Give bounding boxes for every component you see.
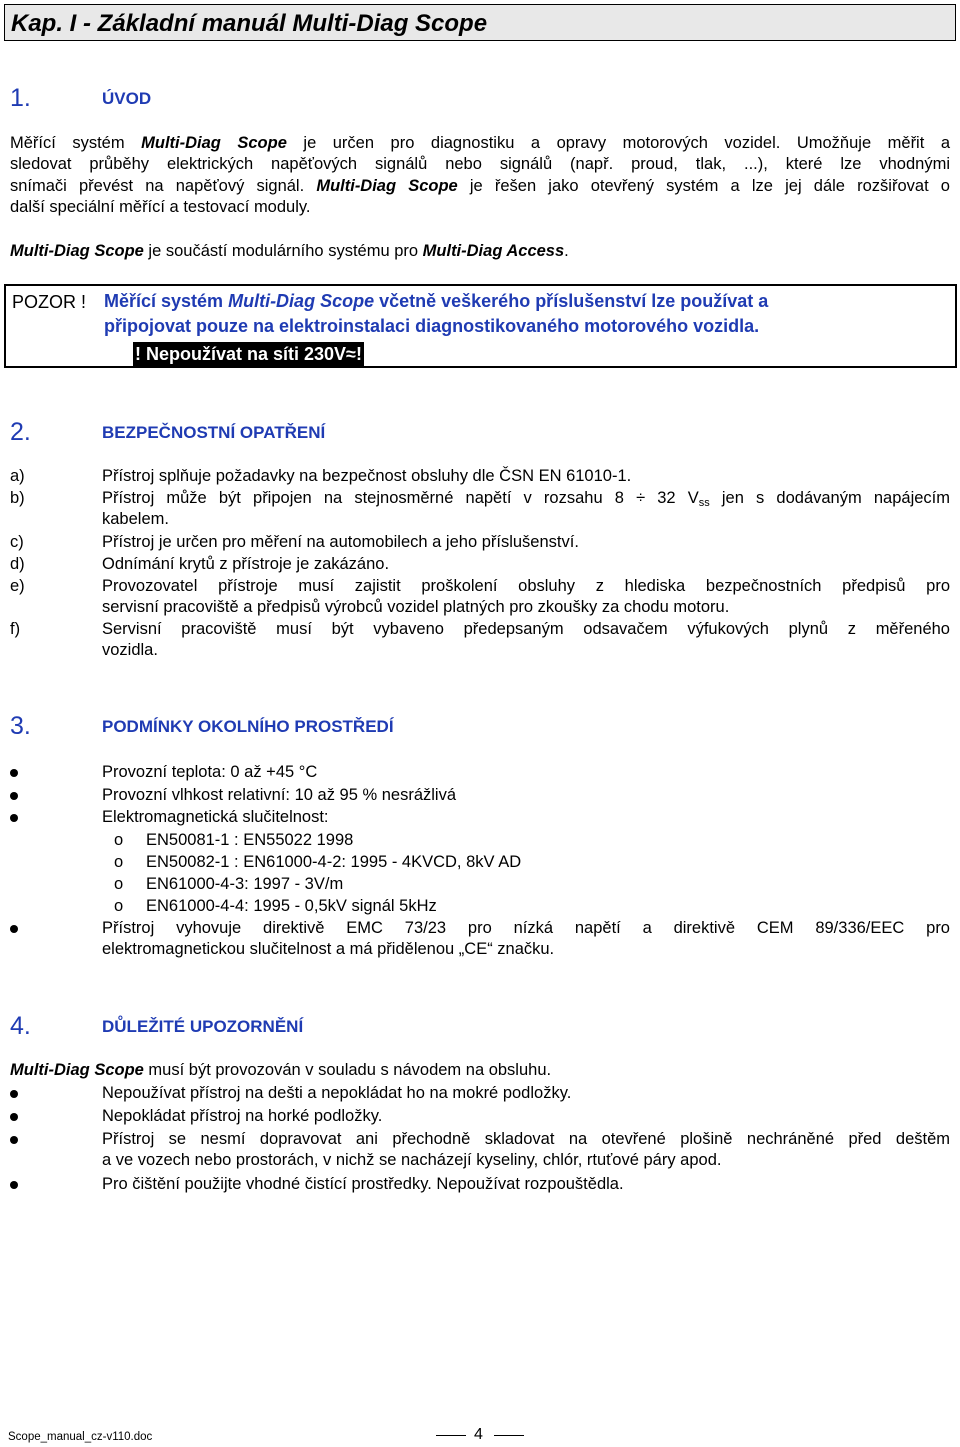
bullet-icon [10, 1181, 18, 1189]
section-1-title: ÚVOD [102, 89, 152, 108]
section-4-number: 4. [10, 1012, 31, 1040]
bullet-icon [10, 769, 18, 777]
bullet-icon [10, 814, 18, 822]
chapter-header [4, 4, 956, 41]
warning-label: POZOR ! [12, 292, 87, 312]
para-line: Měřící systém Multi-Diag Scope je určen pro diagnostiku a opravy motorových vozidel. Umožňuje měřit a [10, 134, 950, 152]
page-number: 4 [474, 1426, 483, 1443]
section-2-number: 2. [10, 418, 31, 446]
para-line: sledovat průběhy elektrických napěťových signálů nebo signálů (např. proud, tlak, ...), které lze vhodnými [10, 155, 950, 174]
warning-line-2: připojovat pouze na elektroinstalaci diagnostikovaného motorového vozidla. [104, 316, 760, 336]
bullet-icon [10, 1090, 18, 1098]
section-1-paragraph [10, 133, 950, 219]
bullet-icon [10, 792, 18, 800]
bullet-icon [10, 1136, 18, 1144]
section-1-paragraph-2: Multi-Diag Scope je součástí modulárního systému pro Multi-Diag Access. [10, 242, 569, 260]
footer-dash-left [436, 1435, 466, 1436]
section-1-number: 1. [10, 84, 31, 112]
warning-mains-notice: ! Nepoužívat na síti 230V≈! [135, 344, 362, 364]
section-4-intro: Multi-Diag Scope musí být provozován v souladu s návodem na obsluhu. [10, 1061, 552, 1079]
section-3-title: PODMÍNKY OKOLNÍHO PROSTŘEDÍ [102, 717, 394, 736]
section-4-title: DŮLEŽITÉ UPOZORNĚNÍ [102, 1017, 304, 1036]
bullet-icon [10, 925, 18, 933]
bullet-icon [10, 1113, 18, 1121]
chapter-title: Kap. I - Základní manuál Multi-Diag Scope [11, 10, 488, 37]
warning-box [4, 284, 957, 368]
para-line: snímači převést na napěťový signál. Multi-Diag Scope je řešen jako otevřený systém a lze jej dále rozšiřovat o [10, 176, 950, 195]
section-2-title: BEZPEČNOSTNÍ OPATŘENÍ [102, 423, 326, 442]
warning-line-1: Měřící systém Multi-Diag Scope včetně veškerého příslušenství lze používat a [104, 291, 769, 311]
footer-dash-right [494, 1435, 524, 1436]
para-line: další speciální měřící a testovací moduly. [10, 198, 311, 217]
section-3-number: 3. [10, 712, 31, 740]
footer-filename: Scope_manual_cz-v110.doc [8, 1431, 153, 1443]
